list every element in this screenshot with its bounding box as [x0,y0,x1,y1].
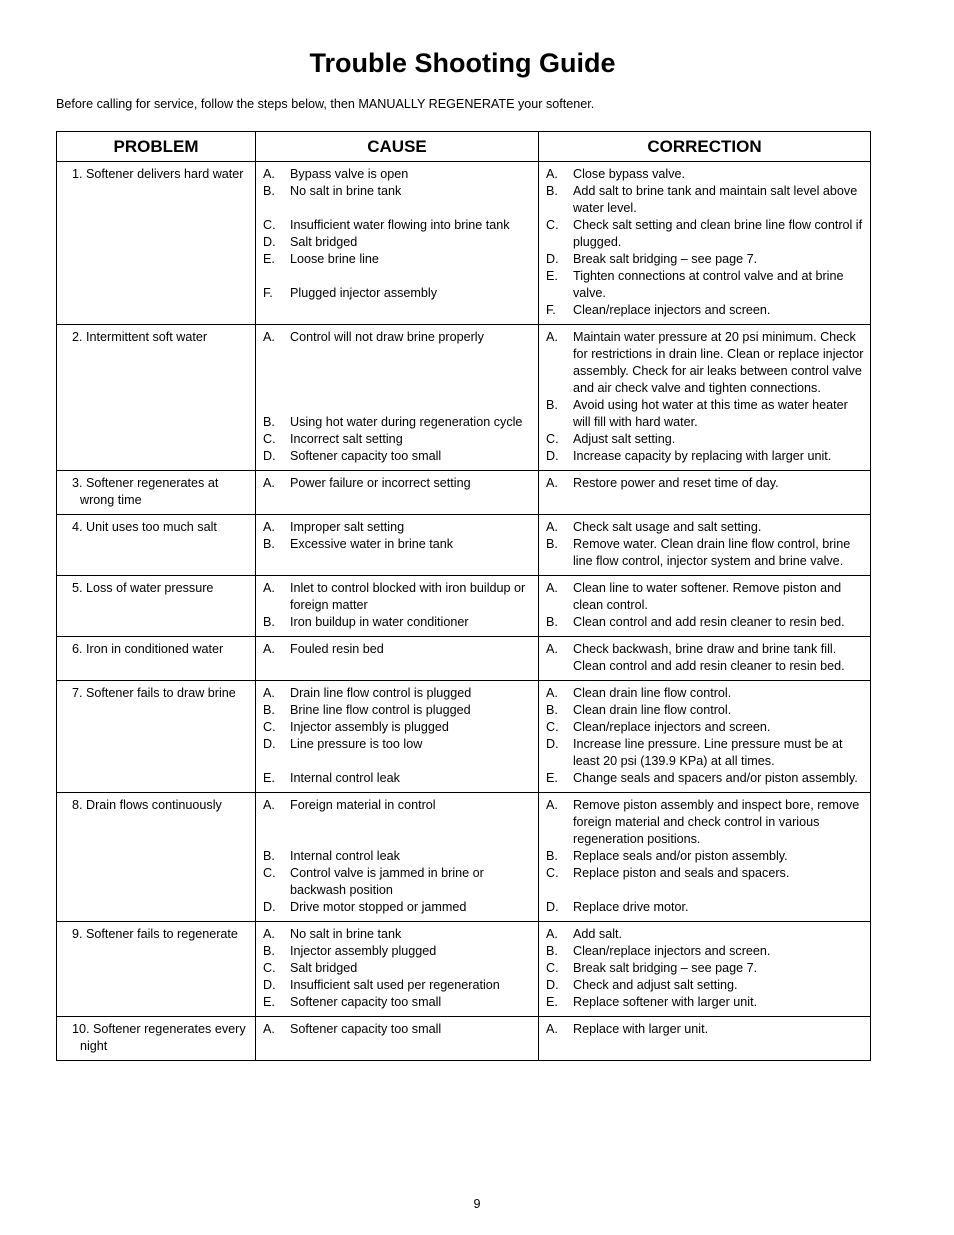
item-text: Iron buildup in water conditioner [290,615,469,629]
cause-item [263,519,532,536]
item-letter: A. [546,1022,558,1036]
problem-text: 6. Iron in conditioned water [72,642,224,656]
cause-item [263,183,532,200]
item-text: Check salt usage and salt setting. [573,520,762,534]
cause-item [263,217,532,234]
correction-item [546,536,864,570]
correction-item [546,865,864,882]
item-text: Power failure or incorrect setting [290,476,471,490]
correction-item [546,580,864,614]
item-text: Clean/replace injectors and screen. [573,303,771,317]
item-letter: A. [546,167,558,181]
cause-item [263,285,532,302]
trouble-shooting-table [56,131,871,1061]
table-row [57,637,871,681]
item-letter: B. [546,184,558,198]
cause-item [263,536,532,553]
header-problem: PROBLEM [57,132,256,162]
item-letter: B. [263,415,275,429]
item-text: Control valve is jammed in brine or backwash position [290,866,484,897]
correction-cell [539,793,871,922]
item-letter: C. [546,720,559,734]
item-text: Break salt bridging – see page 7. [573,252,758,266]
correction-item [546,848,864,865]
correction-item [546,268,864,302]
item-text: Remove water. Clean drain line flow control, brine line flow control, injector system and brine valve. [573,537,851,568]
cause-item [263,865,532,899]
item-letter: A. [546,927,558,941]
item-letter: B. [546,703,558,717]
correction-item [546,797,864,848]
item-text: Clean/replace injectors and screen. [573,944,771,958]
cause-cell [256,515,539,576]
item-text: Plugged injector assembly [290,286,438,300]
item-text: Avoid using hot water at this time as water heater will fill with hard water. [573,398,848,429]
item-letter: D. [263,737,276,751]
item-letter: B. [263,944,275,958]
page-title: Trouble Shooting Guide [309,48,616,78]
correction-item [546,431,864,448]
item-text: Check and adjust salt setting. [573,978,738,992]
item-letter: F. [546,303,556,317]
problem-cell [57,681,256,793]
item-text: Break salt bridging – see page 7. [573,961,758,975]
cause-item [263,685,532,702]
header-correction: CORRECTION [539,132,871,162]
correction-item [546,685,864,702]
cause-item [263,899,532,916]
item-letter: A. [263,520,275,534]
cause-cell [256,681,539,793]
correction-item [546,943,864,960]
cause-item [263,736,532,753]
item-text: Clean drain line flow control. [573,703,732,717]
item-text: Softener capacity too small [290,449,442,463]
item-text: Internal control leak [290,849,400,863]
correction-item [546,302,864,319]
item-text: No salt in brine tank [290,184,402,198]
item-letter: A. [546,476,558,490]
item-text: Clean line to water softener. Remove piston and clean control. [573,581,842,612]
cause-item [263,641,532,658]
cause-item [263,797,532,814]
cause-item [263,848,532,865]
item-text: Increase capacity by replacing with larger unit. [573,449,832,463]
item-text: Check salt setting and clean brine line flow control if plugged. [573,218,863,249]
problem-cell [57,162,256,325]
item-letter: F. [263,286,273,300]
item-letter: C. [546,218,559,232]
problem-text: 10. Softener regenerates every night [72,1022,246,1053]
problem-text: 2. Intermittent soft water [72,330,208,344]
correction-item [546,702,864,719]
cause-item [263,234,532,251]
item-letter: B. [263,537,275,551]
cause-item [263,1021,532,1038]
correction-cell [539,637,871,681]
cause-cell [256,325,539,471]
item-text: Excessive water in brine tank [290,537,454,551]
correction-cell [539,162,871,325]
item-letter: A. [263,927,275,941]
item-text: Softener capacity too small [290,995,442,1009]
item-text: Bypass valve is open [290,167,409,181]
table-row [57,162,871,325]
item-text: Drain line flow control is plugged [290,686,472,700]
cause-item [263,251,532,268]
correction-item [546,448,864,465]
cause-item [263,431,532,448]
item-letter: C. [263,432,276,446]
correction-item [546,329,864,397]
problem-text: 1. Softener delivers hard water [72,167,244,181]
correction-item [546,899,864,916]
item-letter: C. [263,866,276,880]
table-row [57,922,871,1017]
item-text: Insufficient salt used per regeneration [290,978,500,992]
item-letter: D. [263,235,276,249]
item-text: Replace softener with larger unit. [573,995,758,1009]
item-text: Injector assembly plugged [290,944,437,958]
cause-cell [256,1017,539,1061]
item-letter: B. [263,703,275,717]
item-text: Tighten connections at control valve and at brine valve. [573,269,844,300]
cause-item [263,614,532,631]
cause-item [263,166,532,183]
item-text: Restore power and reset time of day. [573,476,779,490]
item-text: Fouled resin bed [290,642,384,656]
item-text: Control will not draw brine properly [290,330,484,344]
correction-cell [539,515,871,576]
cause-item [263,719,532,736]
table-row [57,325,871,471]
table-row [57,793,871,922]
correction-item [546,719,864,736]
item-text: Clean/replace injectors and screen. [573,720,771,734]
problem-text: 3. Softener regenerates at wrong time [72,476,219,507]
correction-item [546,736,864,770]
correction-item [546,1021,864,1038]
item-text: Drive motor stopped or jammed [290,900,467,914]
correction-item [546,397,864,431]
correction-item [546,641,864,675]
table-row [57,576,871,637]
item-letter: E. [546,269,558,283]
item-letter: D. [546,449,559,463]
cause-cell [256,793,539,922]
cause-item [263,329,532,346]
correction-cell [539,325,871,471]
item-letter: A. [546,686,558,700]
item-letter: D. [546,978,559,992]
item-text: Injector assembly is plugged [290,720,449,734]
item-letter: D. [546,737,559,751]
problem-text: 8. Drain flows continuously [72,798,222,812]
item-letter: B. [263,849,275,863]
item-text: Softener capacity too small [290,1022,442,1036]
item-letter: A. [546,642,558,656]
correction-item [546,519,864,536]
item-letter: E. [546,995,558,1009]
item-letter: B. [263,615,275,629]
item-text: Salt bridged [290,961,358,975]
table-row [57,515,871,576]
cause-item [263,448,532,465]
item-letter: E. [263,771,275,785]
item-letter: C. [263,961,276,975]
page-number: 9 [473,1197,481,1211]
item-text: Using hot water during regeneration cycle [290,415,523,429]
correction-item [546,926,864,943]
item-letter: B. [546,398,558,412]
item-letter: D. [263,978,276,992]
cause-item [263,960,532,977]
problem-cell [57,922,256,1017]
item-letter: A. [263,798,275,812]
item-letter: B. [546,615,558,629]
item-letter: A. [546,520,558,534]
problem-text: 5. Loss of water pressure [72,581,214,595]
correction-item [546,960,864,977]
item-text: Replace piston and seals and spacers. [573,866,790,880]
problem-cell [57,637,256,681]
problem-cell [57,1017,256,1061]
correction-item [546,770,864,787]
item-text: Close bypass valve. [573,167,685,181]
item-letter: B. [546,537,558,551]
item-text: Replace with larger unit. [573,1022,709,1036]
table-row [57,471,871,515]
item-text: Add salt. [573,927,623,941]
item-letter: E. [263,995,275,1009]
item-text: Incorrect salt setting [290,432,403,446]
item-letter: C. [263,720,276,734]
problem-text: 4. Unit uses too much salt [72,520,217,534]
correction-cell [539,922,871,1017]
item-letter: C. [546,866,559,880]
cause-item [263,580,532,614]
item-text: Replace seals and/or piston assembly. [573,849,788,863]
problem-cell [57,576,256,637]
item-text: Brine line flow control is plugged [290,703,471,717]
cause-item [263,475,532,492]
table-row [57,681,871,793]
correction-cell [539,1017,871,1061]
item-letter: C. [546,961,559,975]
item-letter: B. [546,944,558,958]
item-letter: C. [546,432,559,446]
correction-cell [539,471,871,515]
item-letter: A. [263,581,275,595]
item-letter: B. [546,849,558,863]
intro-text: Before calling for service, follow the steps below, then MANUALLY REGENERATE your softener. [56,97,595,111]
problem-text: 7. Softener fails to draw brine [72,686,236,700]
item-text: Add salt to brine tank and maintain salt level above water level. [573,184,858,215]
item-letter: A. [263,476,275,490]
cause-item [263,702,532,719]
cause-cell [256,922,539,1017]
item-letter: A. [263,1022,275,1036]
correction-item [546,166,864,183]
item-letter: D. [263,900,276,914]
correction-item [546,217,864,251]
item-text: Check backwash, brine draw and brine tank fill. Clean control and add resin cleaner to resin bed. [573,642,845,673]
item-text: Improper salt setting [290,520,405,534]
correction-item [546,251,864,268]
header-cause: CAUSE [256,132,539,162]
item-text: Clean control and add resin cleaner to resin bed. [573,615,845,629]
cause-item [263,414,532,431]
cause-cell [256,637,539,681]
item-letter: D. [546,900,559,914]
cause-cell [256,576,539,637]
cause-item [263,943,532,960]
item-text: Clean drain line flow control. [573,686,732,700]
problem-cell [57,793,256,922]
item-text: Inlet to control blocked with iron buildup or foreign matter [290,581,526,612]
item-letter: E. [263,252,275,266]
cause-item [263,926,532,943]
item-letter: A. [263,642,275,656]
cause-item [263,994,532,1011]
table-header-row [57,132,871,162]
correction-cell [539,576,871,637]
item-letter: D. [546,252,559,266]
correction-item [546,475,864,492]
cause-item [263,977,532,994]
item-text: Line pressure is too low [290,737,423,751]
item-text: Adjust salt setting. [573,432,676,446]
item-text: Insufficient water flowing into brine tank [290,218,510,232]
item-letter: C. [263,218,276,232]
item-letter: A. [546,798,558,812]
item-text: Foreign material in control [290,798,436,812]
problem-cell [57,515,256,576]
item-letter: E. [546,771,558,785]
problem-text: 9. Softener fails to regenerate [72,927,238,941]
item-letter: A. [546,330,558,344]
correction-cell [539,681,871,793]
problem-cell [57,325,256,471]
item-letter: B. [263,184,275,198]
correction-item [546,183,864,217]
correction-item [546,994,864,1011]
cause-item [263,770,532,787]
item-letter: A. [546,581,558,595]
item-text: Remove piston assembly and inspect bore, remove foreign material and check control in various regeneration positions. [573,798,860,846]
item-text: Replace drive motor. [573,900,689,914]
item-text: No salt in brine tank [290,927,402,941]
item-text: Internal control leak [290,771,400,785]
cause-cell [256,471,539,515]
item-text: Salt bridged [290,235,358,249]
item-letter: D. [263,449,276,463]
item-text: Increase line pressure. Line pressure must be at least 20 psi (139.9 KPa) at all times. [573,737,843,768]
item-text: Change seals and spacers and/or piston assembly. [573,771,858,785]
item-letter: A. [263,167,275,181]
item-text: Maintain water pressure at 20 psi minimum. Check for restrictions in drain line. Clean or replace injector assembly. Check for air leaks between control valve and air check valve and tighten connections. [573,330,864,395]
correction-item [546,614,864,631]
cause-cell [256,162,539,325]
item-letter: A. [263,330,275,344]
item-text: Loose brine line [290,252,379,266]
table-row [57,1017,871,1061]
item-letter: A. [263,686,275,700]
problem-cell [57,471,256,515]
correction-item [546,977,864,994]
